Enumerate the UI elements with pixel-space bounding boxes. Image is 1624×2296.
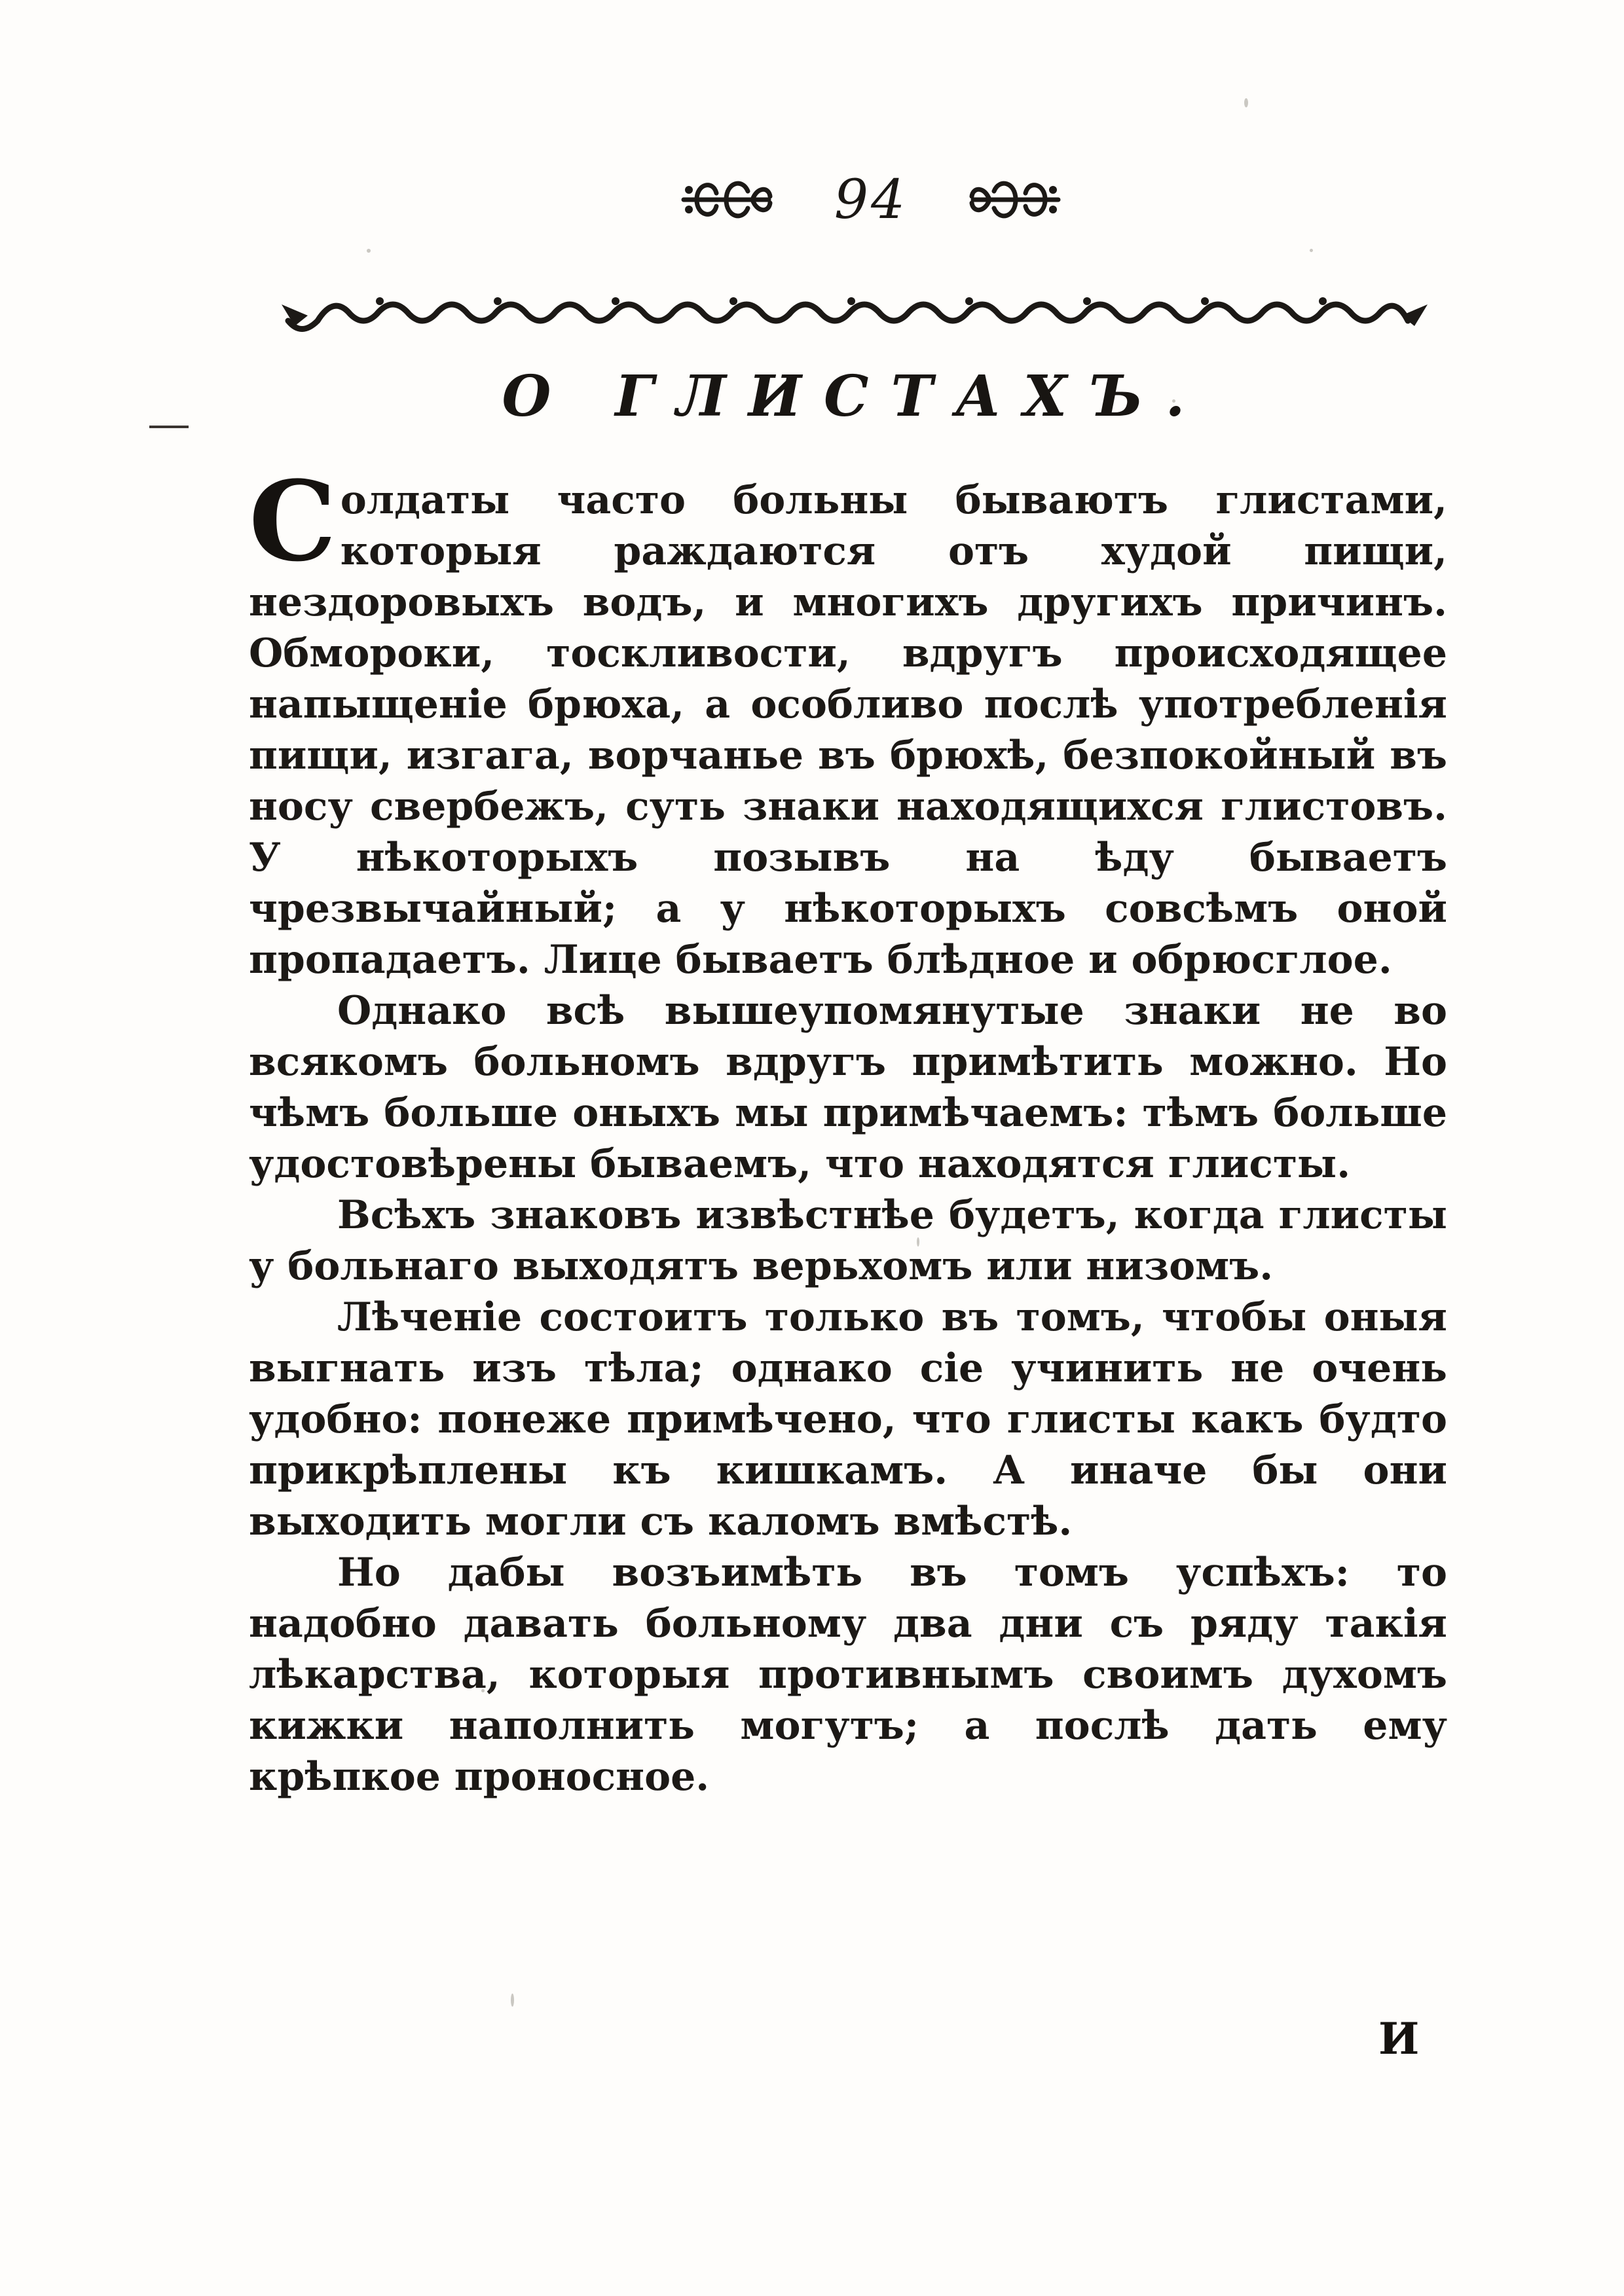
left-floral-ornament-icon <box>677 170 775 229</box>
right-floral-ornament-icon <box>967 170 1065 229</box>
page-header <box>655 157 1087 242</box>
paper-speck <box>511 1994 514 2007</box>
paragraph-4: Лѣченiе состоитъ только въ томъ, чтобы оныя выгнать изъ тѣла; однако сiе учинить не очень удобно: понеже примѣчено, что глисты какъ будто прикрѣплены къ кишкамъ. А иначе бы они выходить могли съ каломъ вмѣстѣ. <box>249 1294 1447 1544</box>
paragraph-1 <box>249 456 1447 985</box>
paragraph-5: Но дабы возъимѣть въ томъ успѣхъ: то надобно давать больному два дни съ ряду такiя лѣкарства, которыя противнымъ своимъ духомъ кижки наполнить могутъ; а послѣ дать ему крѣпкое проносное. <box>249 1550 1447 1800</box>
paragraph-1-text: олдаты часто больны бываютъ глистами, которыя раждаются отъ худой пищи, нездоровыхъ водъ, и многихъ другихъ причинъ. Обмороки, тоскливости, вдругъ происходящее напыщенiе брюха, а особливо послѣ употребленiя пищи, изгага, ворчанье въ брюхѣ, безпокойный въ носу свербежъ, суть знаки находящихся глистовъ. У нѣкоторыхъ позывъ на ѣду бываетъ чрезвычайный; а у нѣкоторыхъ совсѣмъ оной пропадаетъ. Лице бываетъ блѣдное и обрюсглое. <box>249 477 1447 983</box>
paper-speck <box>367 249 371 253</box>
paragraph-3: Всѣхъ знаковъ извѣстнѣе будетъ, когда глисты у больнаго выходятъ верьхомъ или низомъ. <box>249 1192 1447 1289</box>
drop-cap: С <box>249 456 337 586</box>
paper-speck <box>1244 98 1248 107</box>
catchword: И <box>1378 2013 1420 2064</box>
paper-speck <box>1310 249 1313 252</box>
body-text <box>249 456 1447 1802</box>
section-title: О ГЛИСТАХЪ. <box>502 363 1208 429</box>
paragraph-2: Однако всѣ вышеупомянутые знаки не во всякомъ больномъ вдругъ примѣтить можно. Но чѣмъ больше оныхъ мы примѣчаемъ: тѣмъ больше удостовѣрены бываемъ, что находятся глисты. <box>249 988 1447 1187</box>
decorative-border-band <box>282 275 1428 347</box>
margin-mark <box>149 426 189 428</box>
page-number: 94 <box>834 168 908 231</box>
